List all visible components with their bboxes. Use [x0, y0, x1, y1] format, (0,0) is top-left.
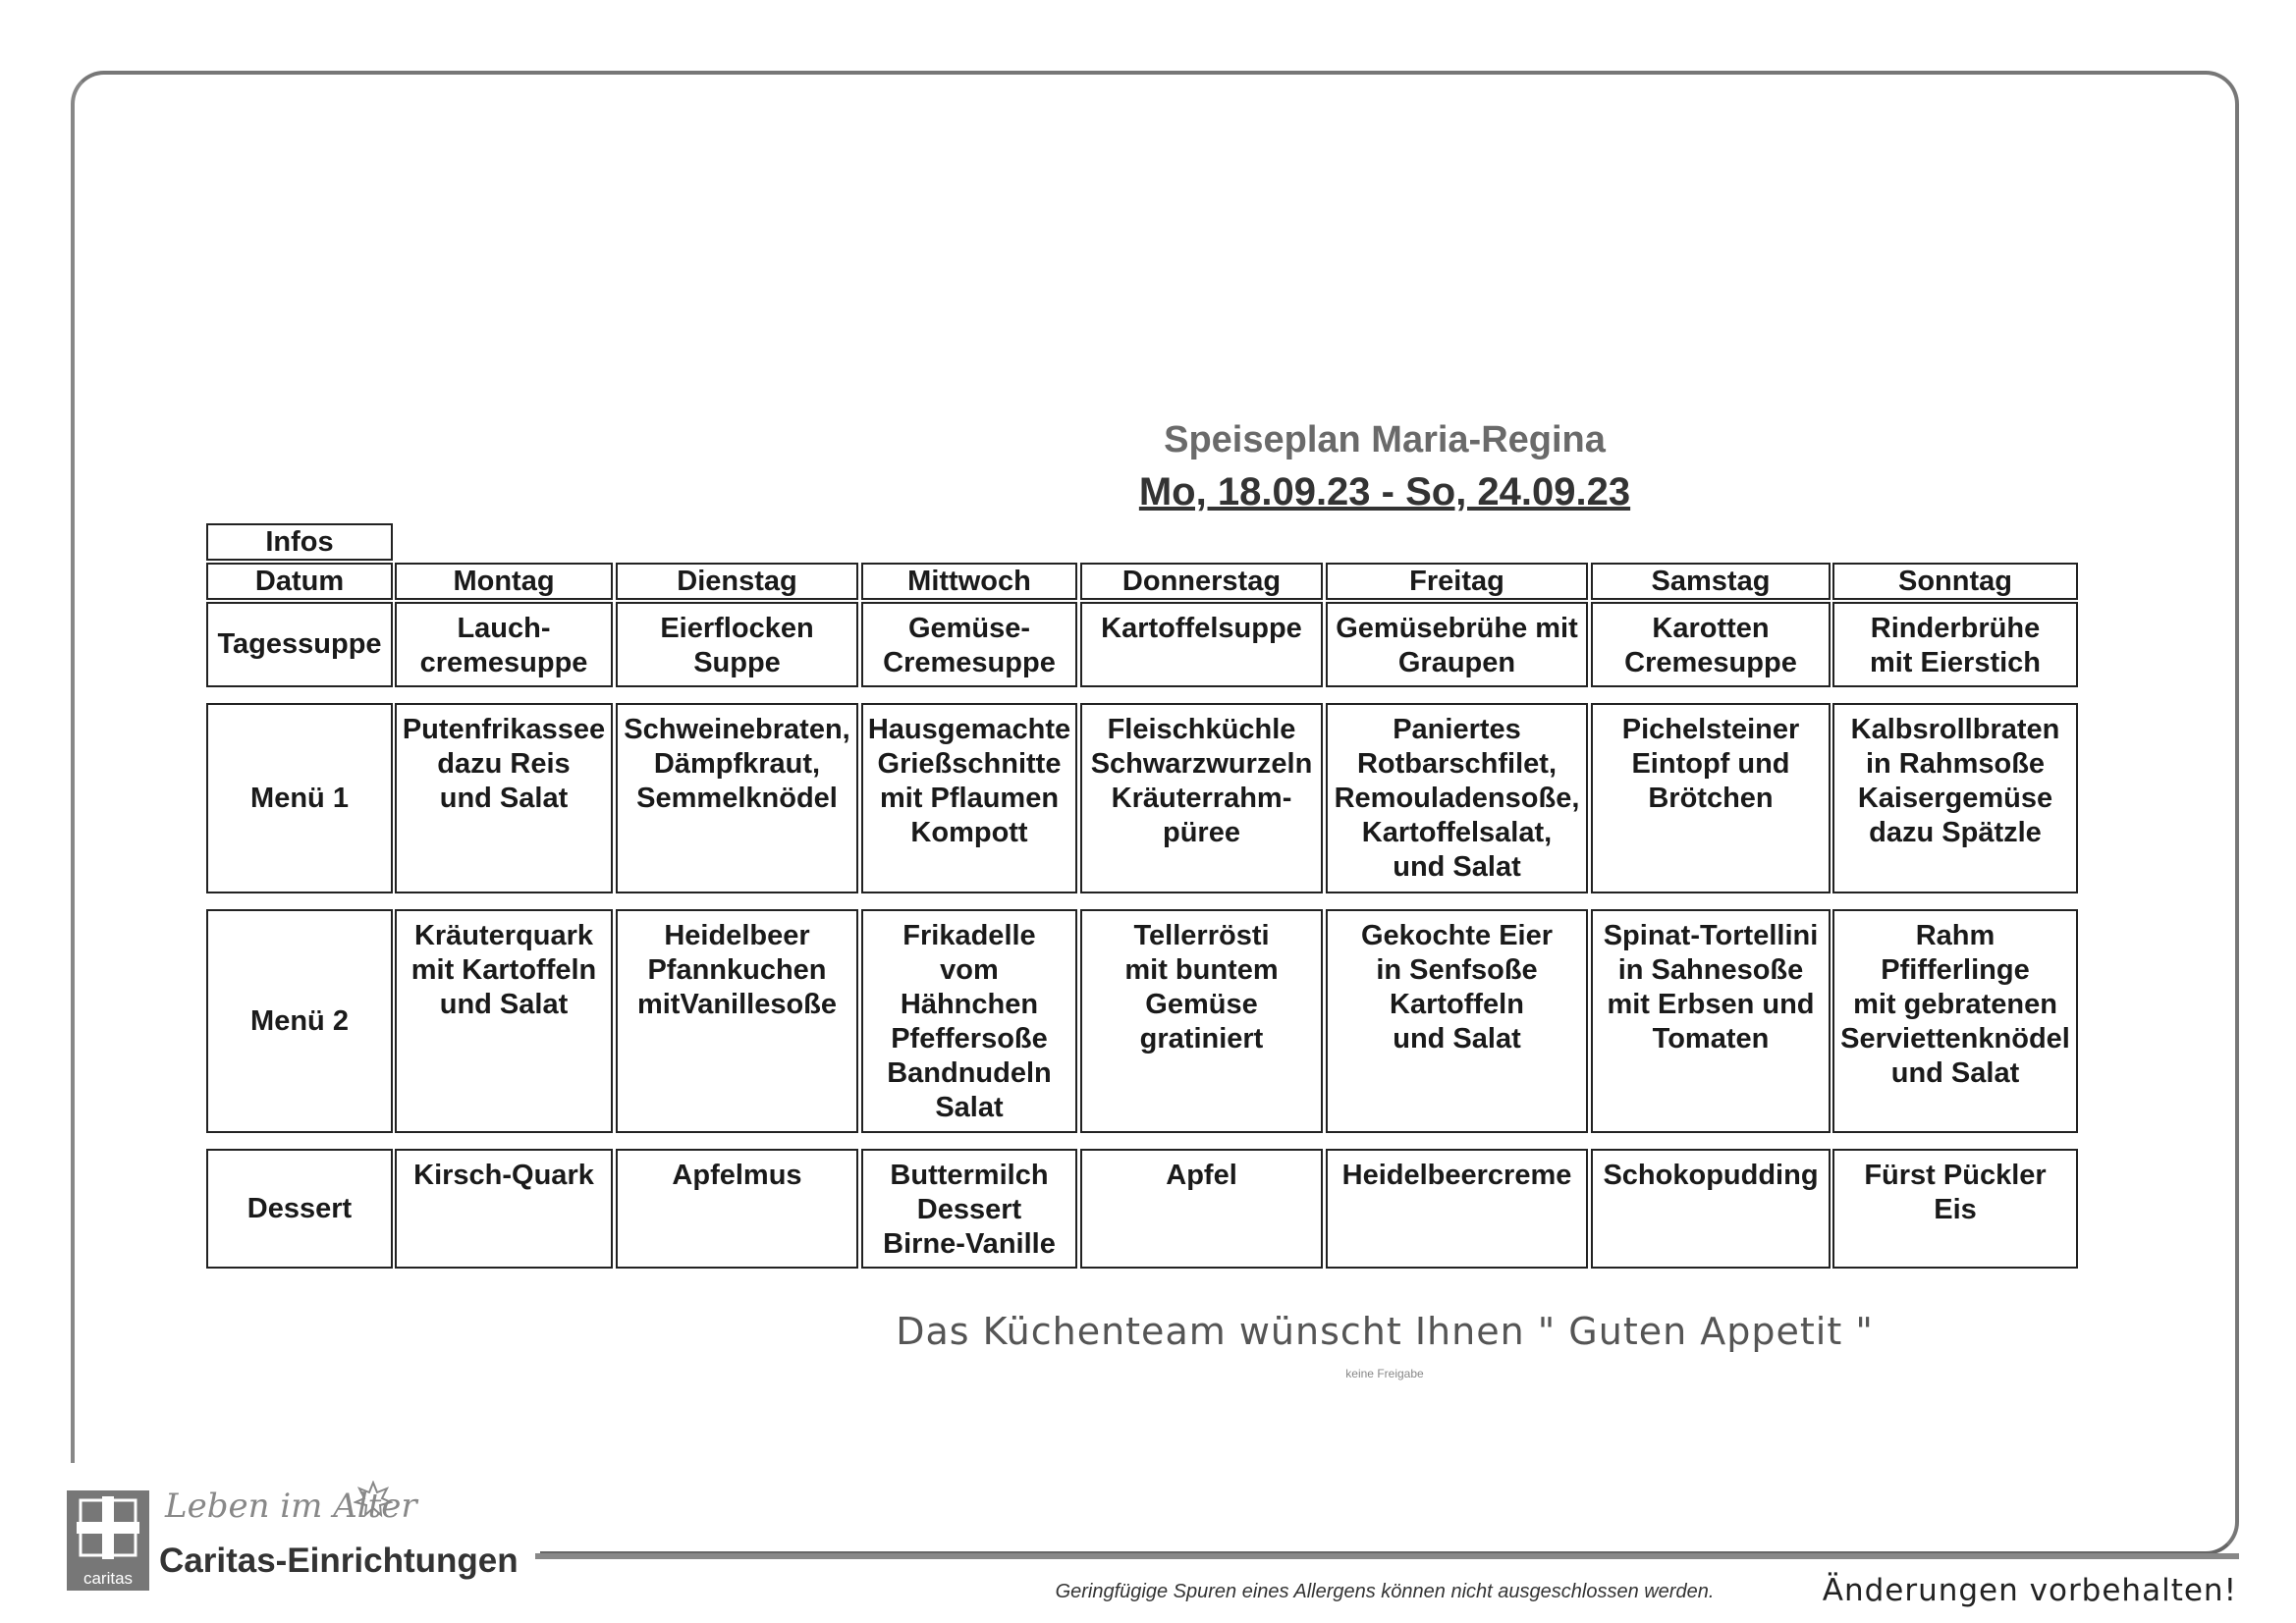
- menu-cell: Apfel: [1080, 1149, 1323, 1269]
- menu-cell: Tellerrösti mit buntem Gemüse gratiniert: [1080, 909, 1323, 1133]
- menu-cell: Pichelsteiner Eintopf und Brötchen: [1591, 703, 1831, 893]
- leaf-icon: [354, 1481, 393, 1518]
- menu-cell: Kirsch-Quark: [395, 1149, 613, 1269]
- menu-cell: Kalbsrollbraten in Rahmsoße Kaisergemüse dazu Spätzle: [1832, 703, 2078, 893]
- caritas-cross-icon: [75, 1494, 141, 1561]
- menu-cell: Kartoffelsuppe: [1080, 602, 1323, 687]
- menu-cell: Fleischküchle Schwarzwurzeln Kräuterrahm- püree: [1080, 703, 1323, 893]
- menu-cell: Gemüsebrühe mit Graupen: [1326, 602, 1588, 687]
- menu-cell: Gekochte Eier in Senfsoße Kartoffeln und Salat: [1326, 909, 1588, 1133]
- menu-cell: Frikadelle vom Hähnchen Pfeffersoße Bandnudeln Salat: [861, 909, 1077, 1133]
- page-title: Speiseplan Maria-Regina: [1164, 419, 1606, 460]
- date-range: Mo, 18.09.23 - So, 24.09.23: [1138, 470, 1631, 514]
- allergen-note: Geringfügige Spuren eines Allergens können nicht ausgeschlossen werden.: [1055, 1581, 1715, 1602]
- changes-note: Änderungen vorbehalten!: [1822, 1573, 2237, 1608]
- menu-cell: Fürst Pückler Eis: [1832, 1149, 2078, 1269]
- datum-label: Datum: [206, 563, 393, 600]
- menu-cell: Gemüse- Cremesuppe: [861, 602, 1077, 687]
- row-label: Tagessuppe: [206, 602, 393, 687]
- menu-cell: Paniertes Rotbarschfilet, Remouladensoße, Kartoffelsalat, und Salat: [1326, 703, 1588, 893]
- menu-cell: Heidelbeercreme: [1326, 1149, 1588, 1269]
- day-header: Donnerstag: [1080, 563, 1323, 600]
- menu-cell: Lauch- cremesuppe: [395, 602, 613, 687]
- menu-cell: Kräuterquark mit Kartoffeln und Salat: [395, 909, 613, 1133]
- day-header: Mittwoch: [861, 563, 1077, 600]
- menu-cell: Putenfrikassee dazu Reis und Salat: [395, 703, 613, 893]
- infos-label: Infos: [206, 523, 393, 561]
- menu-cell: Schweinebraten, Dämpfkraut, Semmelknödel: [616, 703, 858, 893]
- menu-cell: Karotten Cremesuppe: [1591, 602, 1831, 687]
- org-name: Caritas-Einrichtungen: [159, 1542, 519, 1580]
- footer-rule: [535, 1553, 2239, 1559]
- day-header: Dienstag: [616, 563, 858, 600]
- logo-label: caritas: [82, 1569, 134, 1588]
- menu-cell: Rahm Pfifferlinge mit gebratenen Serviettenknödel und Salat: [1832, 909, 2078, 1133]
- menu-cell: Spinat-Tortellini in Sahnesoße mit Erbsen und Tomaten: [1591, 909, 1831, 1133]
- menu-cell: Schokopudding: [1591, 1149, 1831, 1269]
- wish-text: Das Küchenteam wünscht Ihnen " Guten Appetit ": [896, 1310, 1874, 1353]
- caritas-logo: [67, 1490, 149, 1591]
- menu-cell: Apfelmus: [616, 1149, 858, 1269]
- day-header: Sonntag: [1832, 563, 2078, 600]
- row-label: Menü 2: [206, 909, 393, 1133]
- menu-cell: Rinderbrühe mit Eierstich: [1832, 602, 2078, 687]
- menu-cell: Heidelbeer Pfannkuchen mitVanillesoße: [616, 909, 858, 1133]
- row-label: Menü 1: [206, 703, 393, 893]
- day-header: Freitag: [1326, 563, 1588, 600]
- menu-cell: Hausgemachte Grießschnitte mit Pflaumen Kompott: [861, 703, 1077, 893]
- row-label: Dessert: [206, 1149, 393, 1269]
- slogan: Leben im Alter: [165, 1487, 417, 1526]
- wish-note: keine Freigabe: [1345, 1367, 1424, 1380]
- menu-cell: Buttermilch Dessert Birne-Vanille: [861, 1149, 1077, 1269]
- day-header: Montag: [395, 563, 613, 600]
- day-header: Samstag: [1591, 563, 1831, 600]
- menu-cell: Eierflocken Suppe: [616, 602, 858, 687]
- header: [687, 414, 2082, 518]
